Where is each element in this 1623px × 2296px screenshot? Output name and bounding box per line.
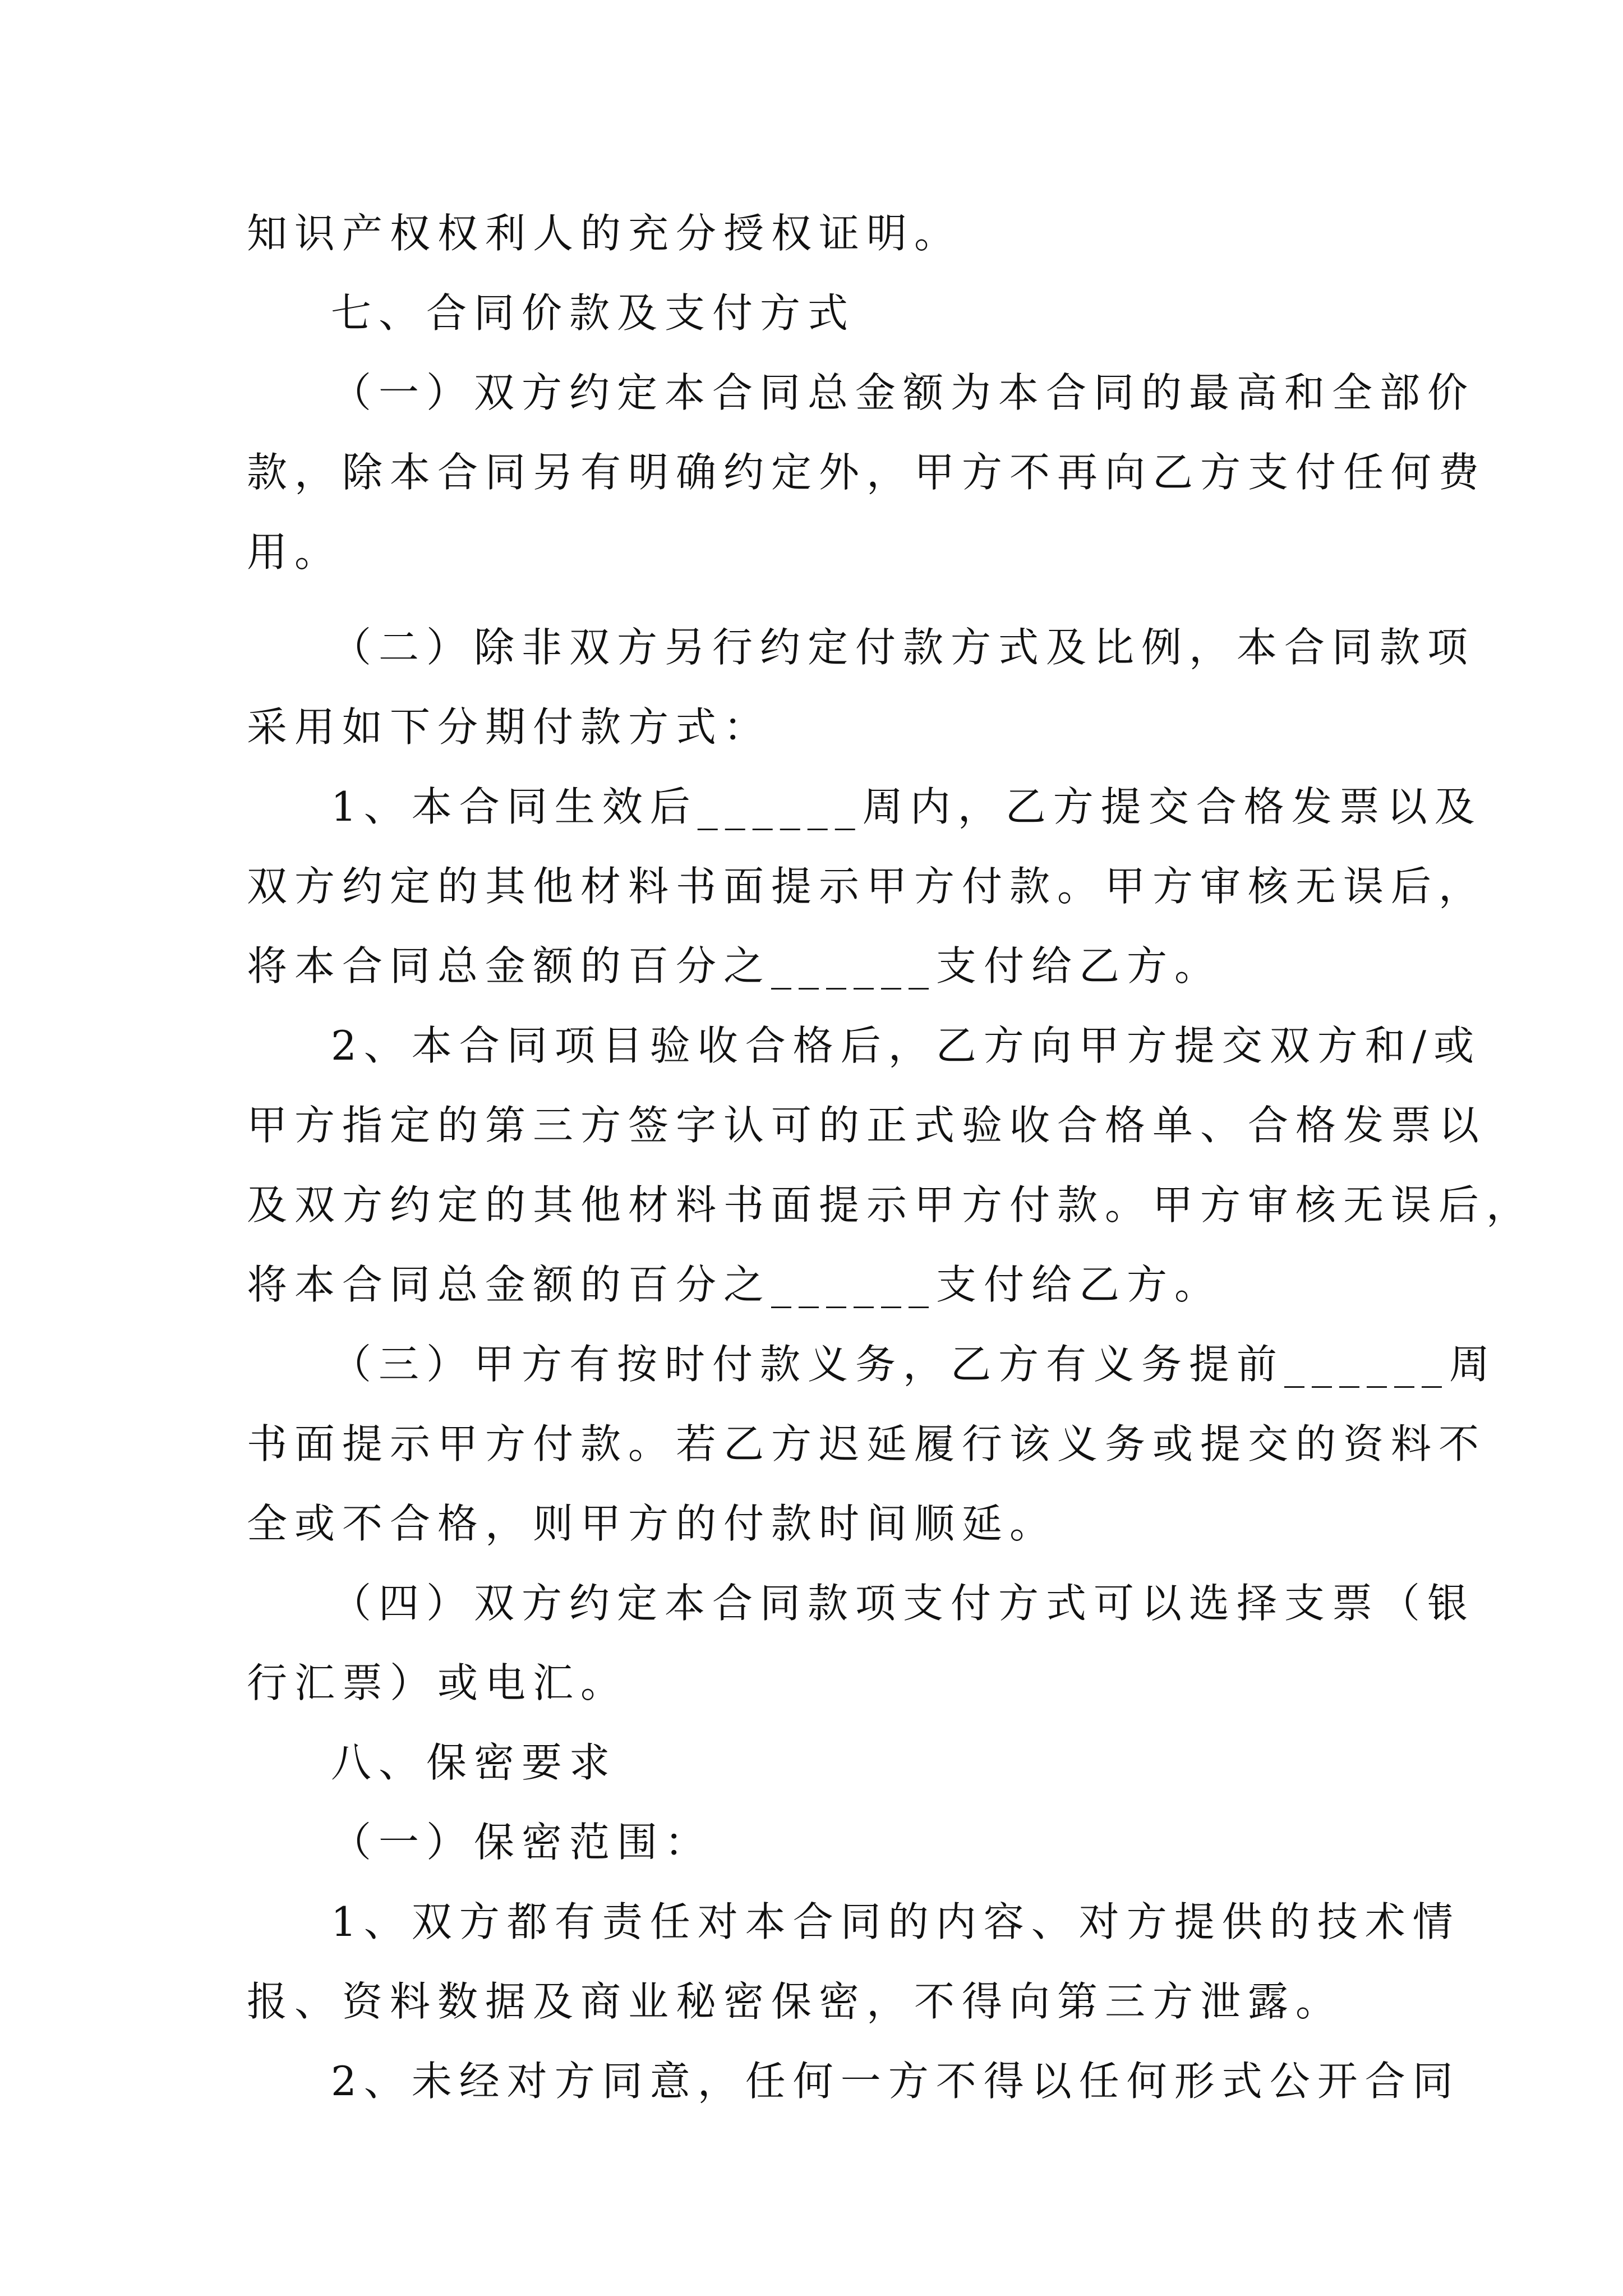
paragraph-line: 1、双方都有责任对本合同的内容、对方提供的技术情 (331, 1898, 1460, 1945)
paragraph-line: 将本合同总金额的百分之______支付给乙方。 (247, 942, 1223, 990)
paragraph-line: 1、本合同生效后______周内，乙方提交合格发票以及 (331, 783, 1482, 830)
paragraph-line: （二）除非双方另行约定付款方式及比例，本合同款项 (331, 624, 1476, 671)
document-body (247, 194, 1534, 2121)
paragraph-line: 采用如下分期付款方式： (247, 703, 772, 751)
paragraph-line: （三）甲方有按时付款义务，乙方有义务提前______周 (331, 1341, 1497, 1388)
paragraph-line: 2、本合同项目验收合格后，乙方向甲方提交双方和/或 (331, 1022, 1482, 1069)
paragraph-line: 款，除本合同另有明确约定外，甲方不再向乙方支付任何费 (247, 449, 1487, 496)
paragraph-line: 知识产权权利人的充分授权证明。 (247, 210, 962, 257)
paragraph-line: 行汇票）或电汇。 (247, 1659, 629, 1706)
section-heading: 七、合同价款及支付方式 (331, 289, 856, 337)
paragraph-line: （一）双方约定本合同总金额为本合同的最高和全部价 (331, 369, 1476, 416)
paragraph-line: 双方约定的其他材料书面提示甲方付款。甲方审核无误后， (247, 863, 1487, 910)
paragraph-line: （一）保密范围： (331, 1819, 713, 1866)
paragraph-line: 书面提示甲方付款。若乙方迟延履行该义务或提交的资料不 (247, 1420, 1487, 1467)
paragraph-line: 将本合同总金额的百分之______支付给乙方。 (247, 1261, 1223, 1308)
paragraph-line: 2、未经对方同意，任何一方不得以任何形式公开合同 (331, 2058, 1460, 2105)
paragraph-line: 甲方指定的第三方签字认可的正式验收合格单、合格发票以 (247, 1102, 1487, 1149)
paragraph-line: 全或不合格，则甲方的付款时间顺延。 (247, 1500, 1058, 1547)
paragraph-line: （四）双方约定本合同款项支付方式可以选择支票（银 (331, 1580, 1476, 1627)
paragraph-line: 及双方约定的其他材料书面提示甲方付款。甲方审核无误后， (247, 1181, 1534, 1228)
paragraph-line: 报、资料数据及商业秘密保密，不得向第三方泄露。 (247, 1978, 1344, 2025)
paragraph-line: 用。 (247, 528, 343, 576)
section-heading: 八、保密要求 (331, 1739, 617, 1786)
